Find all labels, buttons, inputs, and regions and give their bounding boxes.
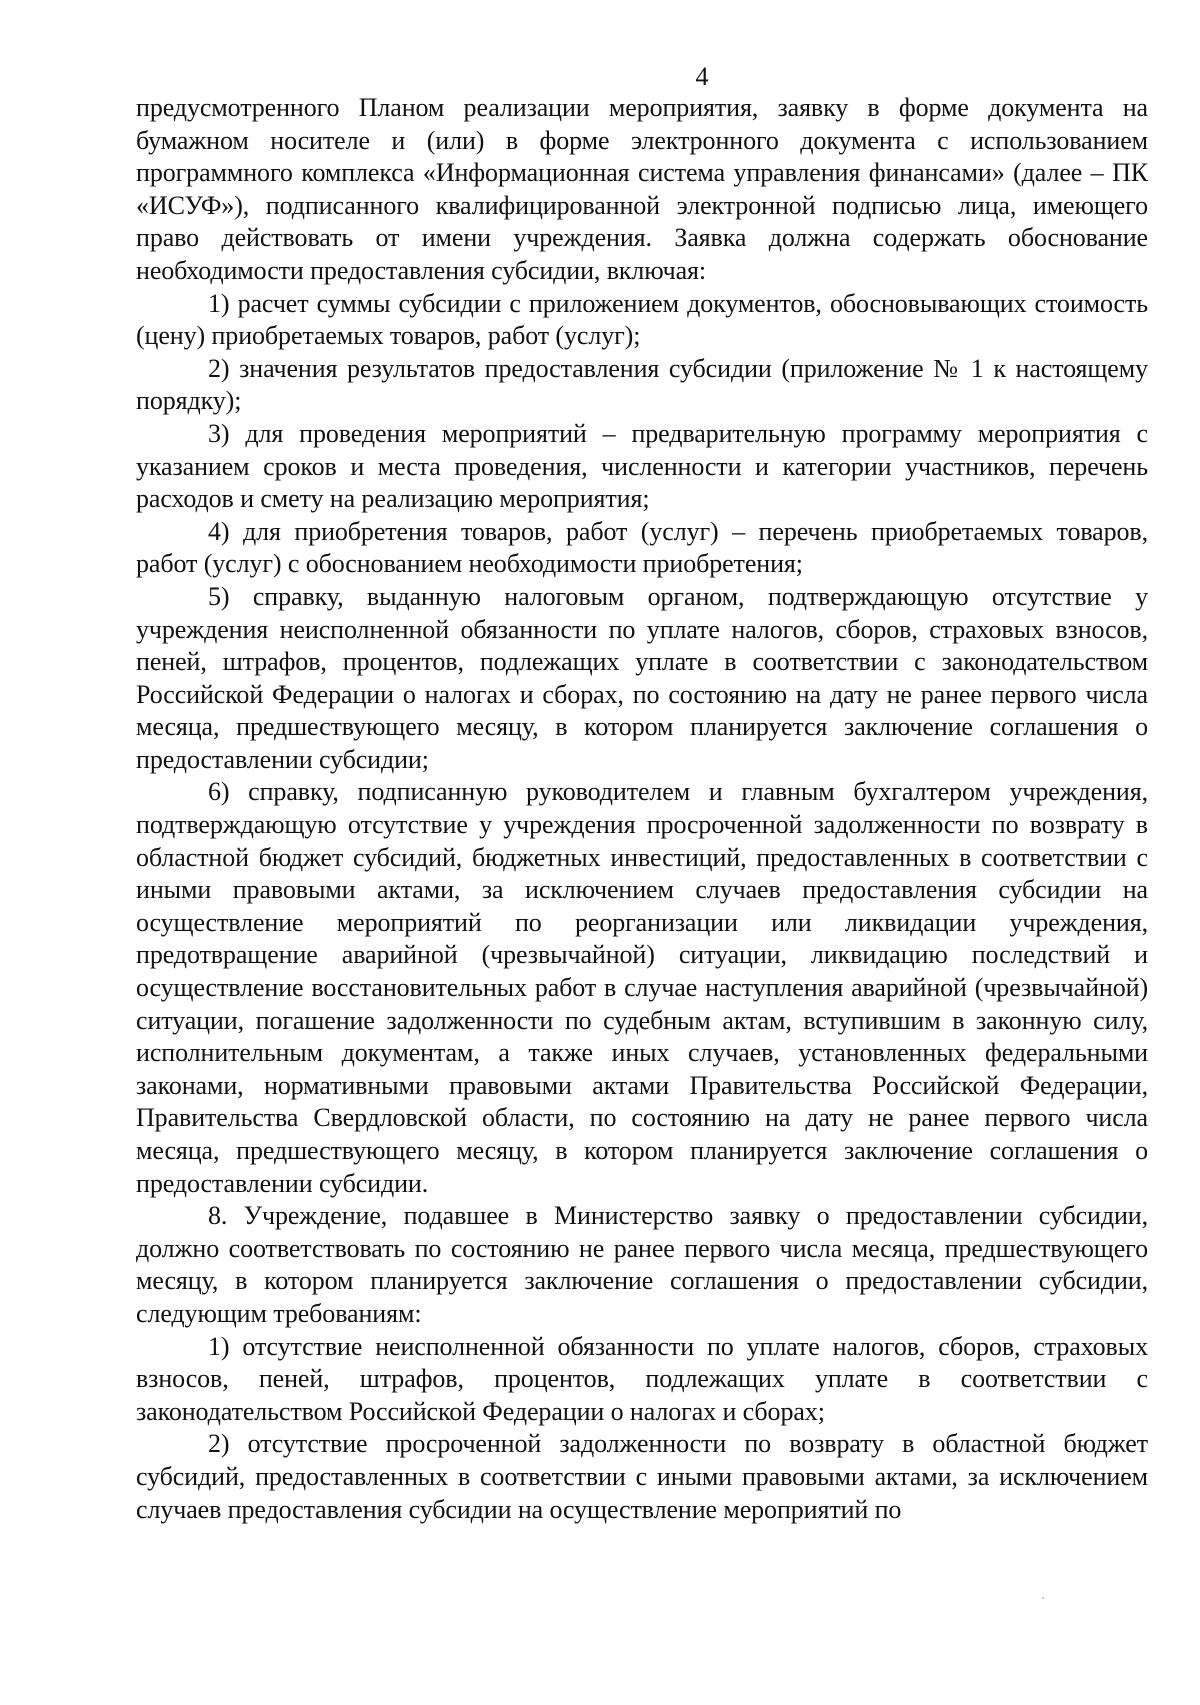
paragraph-item-2: 2) значения результатов предоставления субсидии (приложение № 1 к настоящему порядку); [136, 353, 1148, 416]
paragraph-continuation: предусмотренного Планом реализации мероприятия, заявку в форме документа на бумажном носителе и (или) в форме электронного документа с использованием программного комплекса «Информационная система управления финансами» (далее – ПК «ИСУФ»), подписанного квалифицированной электронной подписью лица, имеющего право действовать от имени учреждения. Заявка должна содержать обоснование необходимости предоставления субсидии, включая: [136, 93, 1148, 285]
page-number: 4 [695, 62, 709, 91]
paragraph-item-5: 5) справку, выданную налоговым органом, подтверждающую отсутствие у учреждения неисполненной обязанности по уплате налогов, сборов, страховых взносов, пеней, штрафов, процентов, подлежащих уплате в соответствии с законодательством Российской Федерации о налогах и сборах, по состоянию на дату не ранее первого числа месяца, предшествующего месяцу, в котором планируется заключение соглашения о предоставлении субсидии; [136, 581, 1148, 774]
paragraph-item-1: 1) расчет суммы субсидии с приложением документов, обосновывающих стоимость (цену) приобретаемых товаров, работ (услуг); [136, 288, 1148, 351]
scan-speck [1042, 1597, 1044, 1599]
document-page [136, 62, 1148, 1526]
paragraph-requirement-1: 1) отсутствие неисполненной обязанности по уплате налогов, сборов, страховых взносов, пеней, штрафов, процентов, подлежащих уплате в соответствии с законодательством Российской Федерации о налогах и сборах; [136, 1331, 1148, 1426]
paragraph-section-8: 8. Учреждение, подавшее в Министерство заявку о предоставлении субсидии, должно соответствовать по состоянию не ранее первого числа месяца, предшествующего месяцу, в котором планируется заключение соглашения о предоставлении субсидии, следующим требованиям: [136, 1201, 1148, 1328]
paragraph-item-4: 4) для приобретения товаров, работ (услуг) – перечень приобретаемых товаров, работ (услуг) с обоснованием необходимости приобретения; [136, 516, 1148, 579]
paragraph-item-6: 6) справку, подписанную руководителем и главным бухгалтером учреждения, подтверждающую отсутствие у учреждения просроченной задолженности по возврату в областной бюджет субсидий, бюджетных инвестиций, предоставленных в соответствии с иными правовыми актами, за исключением случаев предоставления субсидии на осуществление мероприятий по реорганизации или ликвидации учреждения, предотвращение аварийной (чрезвычайной) ситуации, ликвидацию последствий и осуществление восстановительных работ в случае наступления аварийной (чрезвычайной) ситуации, погашение задолженности по судебным актам, вступившим в законную силу, исполнительным документам, а также иных случаев, установленных федеральными законами, нормативными правовыми актами Правительства Российской Федерации, Правительства Свердловской области, по состоянию на дату не ранее первого числа месяца, предшествующего месяцу, в котором планируется заключение соглашения о предоставлении субсидии. [136, 777, 1148, 1198]
paragraph-item-3: 3) для проведения мероприятий – предварительную программу мероприятия с указанием сроков и места проведения, численности и категории участников, перечень расходов и смету на реализацию мероприятия; [136, 418, 1148, 514]
paragraph-requirement-2: 2) отсутствие просроченной задолженности по возврату в областной бюджет субсидий, предоставленных в соответствии с иными правовыми актами, за исключением случаев предоставления субсидии на осуществление мероприятий по [136, 1429, 1148, 1524]
